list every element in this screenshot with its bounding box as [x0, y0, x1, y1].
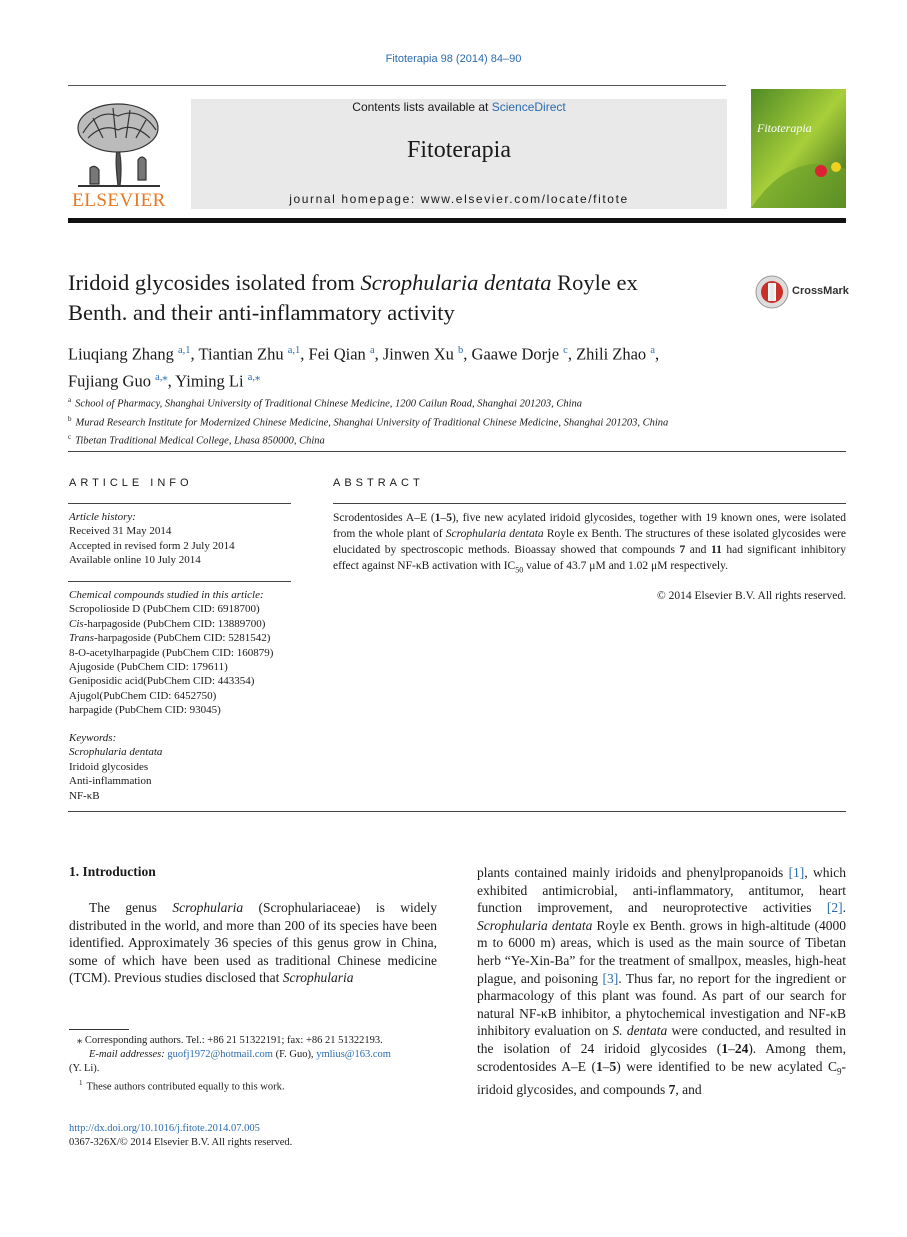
compound-item: Geniposidic acid(PubChem CID: 443354)	[69, 675, 255, 688]
compound-item: Scropolioside D (PubChem CID: 6918700)	[69, 603, 260, 616]
affiliation: $^a$ School of Pharmacy, Shanghai University of Traditional Chinese Medicine, 1200 Cailun Road, Shanghai 201203, China	[68, 396, 582, 410]
article-info-heading: ARTICLE INFO	[69, 477, 193, 489]
article-title: Iridoid glycosides isolated from Scrophularia dentata Royle ex Benth. and their anti-inflammatory activity	[68, 270, 638, 325]
crossmark-badge[interactable]	[755, 275, 850, 309]
abstract-body: Scrodentosides A–E (1–5), five new acylated iridoid glycosides, together with 19 known ones, were isolated from the whole plant of Scrophularia dentata Royle ex Benth. The structures of these isolated glycosides were elucidated by spectroscopic methods. Bioassay showed that compounds 7 and 11 had significant inhibitory effect against NF-κB activation with $IC_{50}$ value of 43.7 μM and 1.02 μM respectively.	[333, 512, 846, 575]
compound-item: harpagide (PubChem CID: 93045)	[69, 704, 221, 717]
footnote-rule	[69, 1029, 129, 1030]
compound-item: Cis-harpagoside (PubChem CID: 13889700)	[69, 617, 266, 630]
keyword: Iridoid glycosides	[69, 760, 149, 773]
author[interactable]: Gaawe Dorje	[471, 344, 560, 364]
header-divider	[68, 85, 726, 86]
author[interactable]: Fei Qian	[308, 344, 366, 364]
affiliation: $^c$ Tibetan Traditional Medical College, Lhasa 850000, China	[68, 433, 325, 447]
journal-homepage[interactable]: journal homepage: www.elsevier.com/locate/fitote	[289, 192, 629, 206]
keyword: NF-κB	[69, 789, 100, 802]
author[interactable]: Liuqiang Zhang	[68, 344, 174, 364]
equal-contribution-footnote: $^1$ These authors contributed equally to this work.	[79, 1079, 285, 1093]
article-history: Article history: Received 31 May 2014 Accepted in revised form 2 July 2014 Available online 10 July 2014	[69, 511, 235, 567]
author[interactable]: Jinwen Xu	[382, 344, 454, 364]
author-list: Liuqiang Zhang $^{a,1}$, Tiantian Zhu $^{a,1}$, Fei Qian $^a$, Jinwen Xu $^b$, Gaawe Dorje $^c$, Zhili Zhao $^a$, Fujiang Guo $^{a,⁎}$, Yiming Li $^{a,⁎}$	[68, 344, 660, 390]
affiliations	[68, 393, 848, 449]
journal-title: Fitoterapia	[407, 137, 511, 163]
cover-title: Fitoterapia	[757, 121, 812, 135]
elsevier-logo	[68, 98, 170, 212]
section-divider	[68, 811, 846, 812]
citation-link[interactable]: [1]	[788, 865, 805, 880]
intro-paragraph: The genus Scrophularia (Scrophulariaceae) is widely distributed in the world, and more than 200 of its species have been identified. Approximately 36 species of this genus grow in China, some of which have been used as traditional Chinese medicine (TCM). Previous studies disclosed that Scrophularia	[69, 900, 438, 986]
sciencedirect-link[interactable]: ScienceDirect	[491, 100, 566, 114]
intro-paragraph-continued: plants contained mainly iridoids and phenylpropanoids [1], which exhibited antimicrobial, anti-inflammatory, antitumor, heart function improvement, and neuroprotective activities [2]. Scrophularia dentata Royle ex Benth. grows in high-altitude (4000 m to 6000 m) areas, which is used as the main source of Tibetan herb “Ye-Xin-Ba” for the treatment of smallpox, measles, high-heat plague, and poisoning [3]. Thus far, no report for the ingredient or pharmacology of this plant was found. As part of our search for natural NF-κB inhibitor, a phytochemical investigation and NF-κB inhibitory evaluation on S. dentata were conducted, and resulted in the isolation of 24 iridoid glycosides (1–24). Among them, scrodentosides A–E (1–5) were identified to be new acylated $C_9$-iridoid glycosides, and compounds 7, and	[477, 865, 847, 1097]
keyword: Scrophularia dentata	[69, 746, 163, 759]
email-link[interactable]: ymlius@163.com	[316, 1049, 391, 1060]
compound-item: Trans-harpagoside (PubChem CID: 5281542)	[69, 632, 271, 645]
journal-reference[interactable]: Fitoterapia 98 (2014) 84–90	[385, 53, 522, 65]
author[interactable]: Yiming Li	[175, 371, 244, 390]
keyword: Anti-inflammation	[69, 775, 152, 788]
section-divider	[68, 451, 846, 452]
abstract-copyright: © 2014 Elsevier B.V. All rights reserved.	[657, 590, 846, 602]
publisher-name: ELSEVIER	[72, 190, 166, 211]
corresponding-footnote: ⁎ Corresponding authors. Tel.: +86 21 51322191; fax: +86 21 51322193.	[77, 1035, 383, 1046]
chemical-compounds: Chemical compounds studied in this article: Scropolioside D (PubChem CID: 6918700) Cis-harpagoside (PubChem CID: 13889700) Trans-harpagoside (PubChem CID: 5281542) 8-O-acetylharpagide (PubChem CID: 160879) Ajugoside (PubChem CID: 179611) Geniposidic acid(PubChem CID: 443354) Ajugol(PubChem CID: 6452750) harpagide (PubChem CID: 93045)	[69, 588, 299, 718]
compound-item: Ajugol(PubChem CID: 6452750)	[69, 689, 217, 702]
crossmark-label: CrossMark	[792, 285, 849, 297]
article-info-rule	[68, 503, 291, 504]
intro-heading: 1. Introduction	[69, 864, 156, 879]
contents-line: Contents lists available at ScienceDirect	[352, 100, 566, 114]
doi-link[interactable]: http://dx.doi.org/10.1016/j.fitote.2014.07.005	[69, 1123, 260, 1134]
journal-cover	[751, 89, 846, 208]
header-thick-rule	[68, 218, 846, 223]
abstract-rule	[333, 503, 846, 504]
affiliation: $^b$ Murad Research Institute for Modernized Chinese Medicine, Shanghai University of Traditional Chinese Medicine, Shanghai 201203, China	[68, 414, 669, 428]
email-link[interactable]: guofj1972@hotmail.com	[167, 1049, 273, 1060]
article-info-rule	[68, 581, 291, 582]
doi-block: http://dx.doi.org/10.1016/j.fitote.2014.07.005 0367-326X/© 2014 Elsevier B.V. All rights reserved.	[69, 1122, 469, 1150]
author[interactable]: Zhili Zhao	[576, 344, 647, 364]
citation-link[interactable]: [3]	[602, 970, 619, 986]
citation-link[interactable]: [2]	[826, 900, 843, 916]
author[interactable]: Fujiang Guo	[68, 371, 151, 390]
footnotes: ⁎ Corresponding authors. Tel.: +86 21 51322191; fax: +86 21 51322193. E-mail addresses: guofj1972@hotmail.com (F. Guo), ymlius@163.com (Y. Li). $^1$ These authors contributed equally to this work.	[69, 1034, 441, 1095]
abstract-heading: ABSTRACT	[333, 477, 424, 489]
author[interactable]: Tiantian Zhu	[198, 344, 284, 364]
compound-item: 8-O-acetylharpagide (PubChem CID: 160879)	[69, 646, 274, 659]
crossmark-icon	[755, 275, 789, 309]
compound-item: Ajugoside (PubChem CID: 179611)	[69, 661, 228, 674]
keywords: Keywords: Scrophularia dentata Iridoid glycosides Anti-inflammation NF-κB	[69, 731, 294, 803]
